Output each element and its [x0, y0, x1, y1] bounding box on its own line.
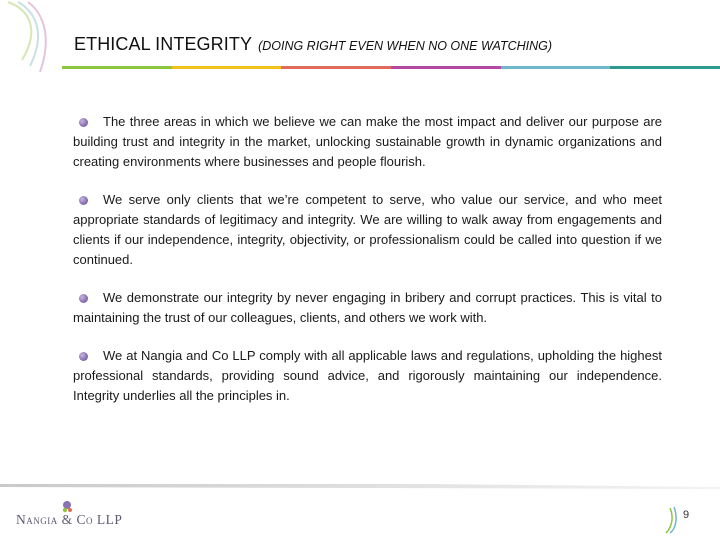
rule-segment-1 — [62, 66, 172, 69]
title-subtitle: (DOING RIGHT EVEN WHEN NO ONE WATCHING) — [258, 39, 553, 53]
page-number — [662, 505, 706, 535]
bullet-text: We at Nangia and Co LLP comply with all applicable laws and regulations, upholding the highest professional standards, providing sound advice, and rigorously maintaining our independence. Integrity underlies all the principles in. — [73, 348, 662, 403]
bullet-dot-icon — [79, 352, 88, 361]
bullet-dot-icon — [79, 196, 88, 205]
title-main: ETHICAL INTEGRITY — [74, 34, 253, 54]
bullet-item-2 — [73, 190, 662, 270]
rule-segment-5 — [501, 66, 611, 69]
rule-segment-3 — [281, 66, 391, 69]
rule-segment-4 — [391, 66, 501, 69]
rule-segment-2 — [172, 66, 282, 69]
logo-wordmark: Nangia & Co LLP — [16, 512, 123, 527]
bullet-list — [73, 112, 662, 424]
bullet-text: We demonstrate our integrity by never engaging in bribery and corrupt practices. This is vital to maintaining the trust of our colleagues, clients, and others we work with. — [73, 290, 662, 325]
bullet-dot-icon — [79, 118, 88, 127]
page-number-text: 9 — [683, 509, 690, 521]
bullet-text: The three areas in which we believe we can make the most impact and deliver our purpose are building trust and integrity in the market, unlocking sustainable growth in dynamic organizations and creating environments where businesses and people flourish. — [73, 114, 662, 169]
footer-rule — [0, 482, 720, 490]
corner-arcs-decoration — [0, 0, 70, 80]
rule-segment-6 — [610, 66, 720, 69]
bullet-dot-icon — [79, 294, 88, 303]
bullet-item-4 — [73, 346, 662, 406]
title-rule — [62, 66, 720, 69]
bullet-text: We serve only clients that we’re competent to serve, who value our service, and who meet appropriate standards of legitimacy and integrity. We are willing to walk away from engagements and clients if our independence, integrity, objectivity, or professionalism could be called into question if we continued. — [73, 192, 662, 267]
bullet-item-3 — [73, 288, 662, 328]
page-title — [74, 34, 552, 55]
bullet-item-1 — [73, 112, 662, 172]
